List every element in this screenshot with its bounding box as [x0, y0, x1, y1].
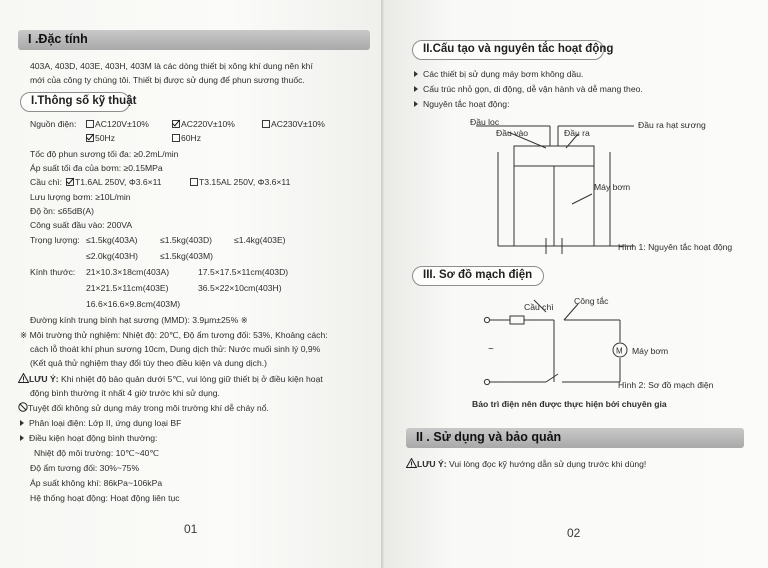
fuse-option-2: T3.15AL 250V, Φ3.6×11 — [190, 176, 290, 189]
size-403m: 16.6×16.6×9.8cm(403M) — [86, 299, 181, 309]
checkbox-checked-icon — [86, 134, 94, 142]
condition-operation: Hệ thống hoạt động: Hoạt động liên tục — [30, 493, 180, 503]
checkbox-checked-icon — [172, 120, 180, 128]
circuit-title: III. Sơ đồ mạch điện — [412, 266, 544, 286]
warning-line-2: động bình thường ít nhất 4 giờ trước khi sử dụng. — [30, 388, 220, 398]
intro-line-1: 403A, 403D, 403E, 403H, 403M là các dòng thiết bị xông khí dung nên khí — [30, 61, 313, 71]
test-env-line-1: ※ Môi trường thử nghiệm: Nhiệt độ: 20℃, Độ ẩm tương đối: 53%, Khoảng cách: — [20, 330, 328, 340]
ac-source-symbol: ~ — [488, 344, 494, 355]
weight-label: Trọng lượng: — [30, 235, 80, 245]
figure-2-circuit-diagram — [434, 290, 764, 400]
spec-power: Công suất đầu vào: 200VA — [30, 220, 133, 230]
spec-pump-pressure: Áp suất tối đa của bơm: ≥0.15MPa — [30, 163, 163, 173]
section-header-features — [18, 30, 370, 50]
spec-flow: Lưu lượng bơm: ≥10L/min — [30, 192, 131, 202]
power-label: Nguồn điện: — [30, 119, 77, 129]
label-pump: Máy bơm — [594, 182, 631, 192]
label-mist-outlet: Đầu ra hạt sương — [638, 120, 706, 130]
page-right — [384, 0, 768, 568]
checkbox-unchecked-icon — [190, 178, 198, 186]
size-403h: 36.5×22×10cm(403H) — [198, 283, 282, 293]
spec-title: I.Thông số kỹ thuật — [20, 92, 130, 112]
bullet-electric-class: Phân loại điện: Lớp II, ứng dụng loại BF — [20, 417, 181, 430]
label-switch: Công tắc — [574, 296, 609, 306]
label-filter: Đầu lọc — [470, 117, 500, 127]
checkbox-unchecked-icon — [86, 120, 94, 128]
warning-triangle-icon — [406, 458, 417, 468]
test-env-line-2: cách lỗ thoát khí phun sương 10cm, Dung dịch thử: Nước muối sinh lý 0,9% — [30, 344, 321, 354]
power-option-220: AC220V±10% — [172, 118, 235, 131]
weight-403d: ≤1.5kg(403D) — [160, 235, 213, 245]
usage-warning: LƯU Ý: Vui lòng đọc kỹ hướng dẫn sử dụng trước khi dùng! — [406, 458, 646, 471]
structure-bullet-3: Nguyên tắc hoạt động: — [414, 98, 509, 111]
power-option-120: AC120V±10% — [86, 118, 149, 131]
motor-symbol: M — [616, 346, 623, 356]
maintenance-note: Bảo trì điện nên được thực hiện bởi chuyên gia — [472, 399, 667, 409]
terminal-icon — [484, 379, 489, 384]
structure-bullet-2: Cấu trúc nhỏ gọn, di động, dễ vận hành và dễ mang theo. — [414, 83, 643, 96]
weight-403h: ≤2.0kg(403H) — [86, 251, 139, 261]
spec-mist-rate: Tốc độ phun sương tối đa: ≥0.2mL/min — [30, 149, 179, 159]
spec-mmd: Đường kính trung bình hạt sương (MMD): 3.9μm±25% ※ — [30, 315, 248, 325]
size-label: Kính thước: — [30, 267, 76, 277]
bullet-arrow-icon — [20, 420, 24, 426]
power-option-230: AC230V±10% — [262, 118, 325, 131]
label-inlet: Đầu vào — [496, 128, 529, 138]
page-number-left: 01 — [184, 522, 198, 536]
size-403d: 17.5×17.5×11cm(403D) — [198, 267, 289, 277]
prohibit-line: Tuyệt đối không sử dụng máy trong môi trường khí dễ cháy nổ. — [18, 402, 269, 415]
section-title: I .Đặc tính — [28, 32, 88, 46]
test-env-line-3: (Kết quả thử nghiệm thay đổi tùy theo điều kiện và dung dịch.) — [30, 358, 267, 368]
weight-403a: ≤1.5kg(403A) — [86, 235, 138, 245]
label-fuse: Cầu chì — [524, 302, 554, 312]
warning-triangle-icon — [18, 373, 29, 383]
condition-temperature: Nhiệt độ môi trường: 10℃~40℃ — [34, 448, 160, 458]
figure-2-caption: Hình 2: Sơ đồ mạch điện — [618, 380, 714, 390]
structure-title: II.Cấu tạo và nguyên tắc hoạt động — [412, 40, 604, 60]
spec-noise: Độ ồn: ≤65dB(A) — [30, 206, 94, 216]
fuse-icon — [510, 316, 524, 324]
structure-bullet-1: Các thiết bị sử dụng máy bơm không dầu. — [414, 68, 583, 81]
figure-1-working-principle — [434, 112, 764, 262]
terminal-icon — [484, 317, 489, 322]
usage-title: II . Sử dụng và bảo quản — [416, 430, 562, 444]
bullet-arrow-icon — [414, 101, 418, 107]
section-header-usage — [406, 428, 744, 448]
fuse-option-1: T1.6AL 250V, Φ3.6×11 — [66, 176, 162, 189]
checkbox-unchecked-icon — [262, 120, 270, 128]
checkbox-checked-icon — [66, 178, 74, 186]
label-outlet: Đầu ra — [564, 128, 590, 138]
weight-403e: ≤1.4kg(403E) — [234, 235, 286, 245]
checkbox-unchecked-icon — [172, 134, 180, 142]
bullet-arrow-icon — [414, 71, 418, 77]
size-403a: 21×10.3×18cm(403A) — [86, 267, 170, 277]
weight-403m: ≤1.5kg(403M) — [160, 251, 213, 261]
bullet-arrow-icon — [20, 435, 24, 441]
page-number-right: 02 — [567, 526, 581, 540]
fuse-label: Cầu chì: — [30, 177, 63, 187]
freq-option-60: 60Hz — [172, 132, 201, 145]
intro-line-2: mới của công ty chúng tôi. Thiết bị được sử dụng để phun sương thuốc. — [30, 75, 305, 85]
label-pump: Máy bơm — [632, 346, 669, 356]
bullet-arrow-icon — [414, 86, 418, 92]
figure-1-caption: Hình 1: Nguyên tắc hoạt động — [618, 242, 733, 252]
condition-pressure: Áp suất không khí: 86kPa~106kPa — [30, 478, 163, 488]
warning-line-1: LƯU Ý: Khi nhiệt độ bảo quản dưới 5℃, vui lòng giữ thiết bị ở điều kiện hoạt — [18, 373, 323, 386]
size-403e: 21×21.5×11cm(403E) — [86, 283, 169, 293]
freq-option-50: 50Hz — [86, 132, 115, 145]
condition-humidity: Độ ẩm tương đối: 30%~75% — [30, 463, 140, 473]
bullet-operating-conditions: Điều kiện hoạt động bình thường: — [20, 432, 157, 445]
prohibited-icon — [18, 402, 28, 412]
switch-icon — [546, 374, 558, 382]
